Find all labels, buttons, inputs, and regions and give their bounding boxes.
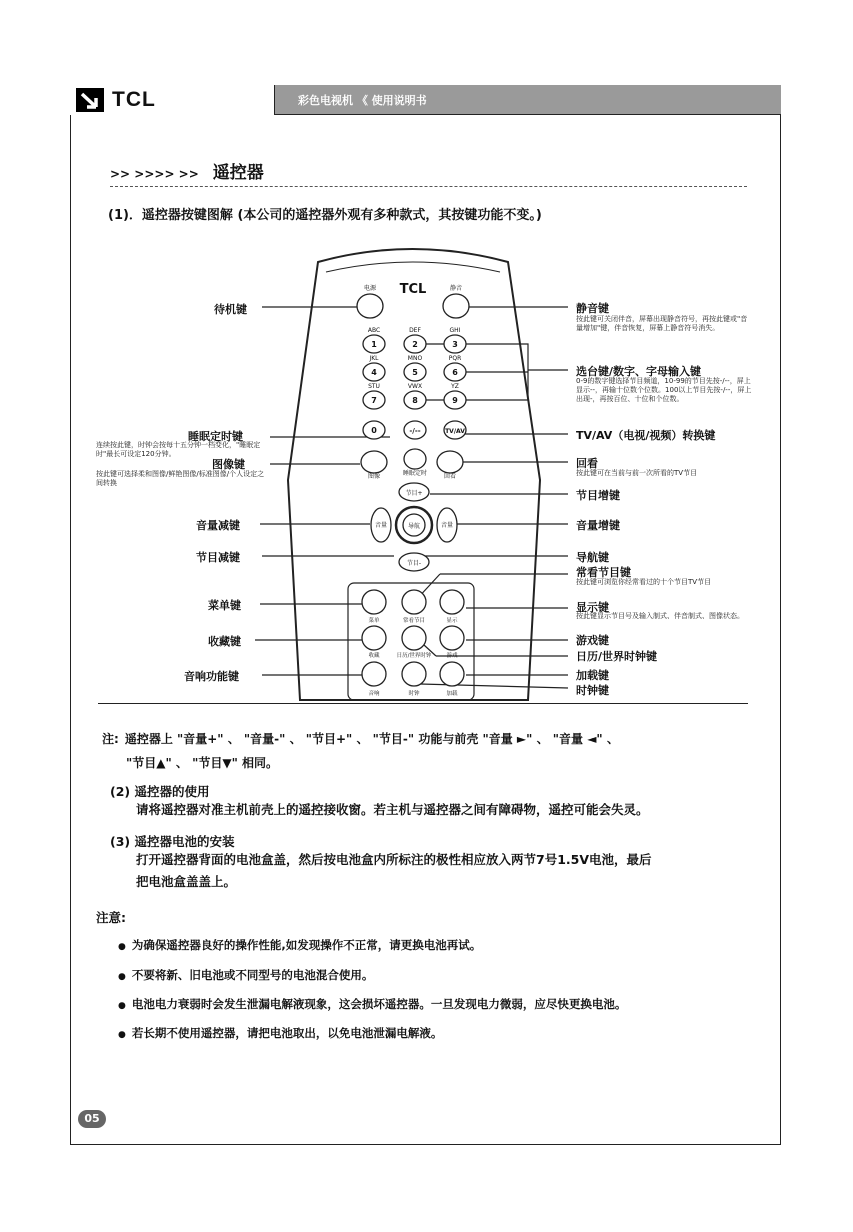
svg-text:音响: 音响 <box>368 691 380 697</box>
svg-text:游戏: 游戏 <box>446 653 458 659</box>
desc-recall: 按此键可在当前与前一次所看的TV节目 <box>576 469 698 477</box>
label-display: 显示键 <box>576 601 609 614</box>
label-nav: 导航键 <box>576 551 609 564</box>
svg-text:4: 4 <box>371 368 377 377</box>
svg-text:1: 1 <box>371 340 377 349</box>
diagram-divider <box>98 703 748 704</box>
svg-text:DEF: DEF <box>409 327 421 334</box>
svg-text:STU: STU <box>368 383 380 390</box>
label-load: 加载键 <box>576 669 609 682</box>
note-block <box>102 727 762 775</box>
svg-text:时钟: 时钟 <box>408 691 420 697</box>
label-standby: 待机键 <box>214 303 247 316</box>
part3-title: (3) 遥控器电池的安装 <box>110 834 235 849</box>
svg-text:TV/AV: TV/AV <box>445 428 465 435</box>
attention-item: ● 电池电力衰弱时会发生泄漏电解液现象，这会损坏遥控器。一旦发现电力微弱，应尽快更换电池。 <box>118 996 626 1012</box>
label-digit: 选台键/数字、字母输入键 <box>576 365 702 378</box>
svg-text:电源: 电源 <box>363 285 377 292</box>
label-favorite: 收藏键 <box>208 635 241 648</box>
label-mute: 静音键 <box>576 302 609 315</box>
desc-picture: 按此键可选择柔和图像/鲜艳图像/标准图像/个人设定之间转换 <box>96 470 265 487</box>
svg-text:收藏: 收藏 <box>368 653 380 659</box>
svg-text:节目+: 节目+ <box>405 490 423 497</box>
svg-text:日历/世界时钟: 日历/世界时钟 <box>396 653 432 659</box>
svg-text:音量: 音量 <box>374 522 388 529</box>
svg-text:GHI: GHI <box>449 327 461 334</box>
svg-text:6: 6 <box>452 368 458 377</box>
note-line1: 遥控器上 "音量+" 、 "音量-" 、 "节目+" 、 "节目-" 功能与前壳 "音量 ►" 、 "音量 ◄" 、 <box>124 732 619 746</box>
attention-item: ● 不要将新、旧电池或不同型号的电池混合使用。 <box>118 967 373 983</box>
part2-text: 请将遥控器对准主机前壳上的遥控接收窗。若主机与遥控器之间有障碍物，遥控可能会失灵。 <box>136 802 649 817</box>
svg-text:睡眠定时: 睡眠定时 <box>402 470 428 477</box>
part1-title: (1)．遥控器按键图解 (本公司的遥控器外观有多种款式，其按键功能不变。) <box>108 208 542 223</box>
svg-text:加载: 加载 <box>446 691 458 697</box>
svg-text:图像: 图像 <box>367 473 381 480</box>
desc-display: 按此键显示节目号及输入制式、伴音制式、图像状态。 <box>576 612 744 620</box>
label-prog-plus: 节目增键 <box>576 489 620 502</box>
svg-text:音量: 音量 <box>440 522 454 529</box>
label-tvav: TV/AV（电视/视频）转换键 <box>576 429 716 442</box>
label-recall: 回看 <box>576 457 598 470</box>
svg-text:8: 8 <box>412 396 418 405</box>
label-picture: 图像键 <box>212 458 245 471</box>
header-title: 彩色电视机 《 使用说明书 <box>298 94 427 107</box>
svg-text:导航: 导航 <box>407 523 421 530</box>
desc-sleep: 连续按此键，时钟会按每十五分钟一档变化，"睡眠定时"最长可设定120分钟。 <box>96 441 261 458</box>
part3-text2: 把电池盒盖盖上。 <box>136 874 237 889</box>
desc-digit: 0-9的数字键选择节目频道，10-99的节目先按-/--，屏上显示--，再输十位数个位数。100以上节目先按-/--，屏上出现-，再按百位、十位和个位数。 <box>576 377 752 403</box>
part2-title: (2) 遥控器的使用 <box>110 784 210 799</box>
note-line2: "节目▲" 、 "节目▼" 相同。 <box>126 756 278 770</box>
label-fav-prog: 常看节目键 <box>576 566 631 579</box>
svg-text:菜单: 菜单 <box>368 618 380 624</box>
part3-text1: 打开遥控器背面的电池盒盖，然后按电池盒内所标注的极性相应放入两节7号1.5V电池，最后 <box>136 852 652 867</box>
label-game: 游戏键 <box>576 634 609 647</box>
svg-text:YZ: YZ <box>451 383 459 390</box>
svg-text:VWX: VWX <box>407 383 423 390</box>
svg-text:回看: 回看 <box>443 473 457 480</box>
label-vol-plus: 音量增键 <box>576 519 620 532</box>
brand-name: TCL <box>112 88 156 111</box>
attention-title: 注意: <box>96 910 126 925</box>
svg-text:MNO: MNO <box>407 355 423 362</box>
desc-fav-prog: 按此键可浏览你经常看过的十个节目TV节目 <box>576 578 712 586</box>
svg-text:节目-: 节目- <box>406 560 422 567</box>
label-prog-minus: 节目减键 <box>196 551 240 564</box>
svg-text:7: 7 <box>371 396 377 405</box>
svg-text:9: 9 <box>452 396 458 405</box>
svg-text:5: 5 <box>412 368 418 377</box>
label-calendar: 日历/世界时钟键 <box>576 650 658 663</box>
svg-text:常看节目: 常看节目 <box>402 618 426 624</box>
svg-text:-/--: -/-- <box>409 427 421 435</box>
desc-mute: 按此键可关闭伴音，屏幕出现静音符号，再按此键或"音量增加"键，伴音恢复，屏幕上静音符号消失。 <box>576 315 748 332</box>
svg-text:2: 2 <box>412 340 418 349</box>
svg-text:0: 0 <box>371 426 377 435</box>
svg-text:JKL: JKL <box>369 355 379 362</box>
attention-item: ● 若长期不使用遥控器，请把电池取出，以免电池泄漏电解液。 <box>118 1025 442 1041</box>
svg-text:ABC: ABC <box>367 327 381 334</box>
label-sleep: 睡眠定时键 <box>188 430 243 443</box>
label-clock: 时钟键 <box>576 684 609 697</box>
label-vol-minus: 音量减键 <box>196 519 240 532</box>
note-label: 注: <box>102 732 119 746</box>
section-arrows: >> >>>> >> <box>110 167 199 181</box>
svg-text:静音: 静音 <box>449 285 463 292</box>
label-audio: 音响功能键 <box>184 670 239 683</box>
page-number: 05 <box>78 1110 106 1128</box>
svg-text:PQR: PQR <box>448 355 462 362</box>
attention-item: ● 为确保遥控器良好的操作性能,如发现操作不正常，请更换电池再试。 <box>118 937 481 953</box>
section-title-text: 遥控器 <box>212 163 264 183</box>
label-menu: 菜单键 <box>208 599 241 612</box>
svg-text:3: 3 <box>452 340 458 349</box>
svg-text:显示: 显示 <box>446 618 458 624</box>
remote-brand: TCL <box>399 282 427 297</box>
